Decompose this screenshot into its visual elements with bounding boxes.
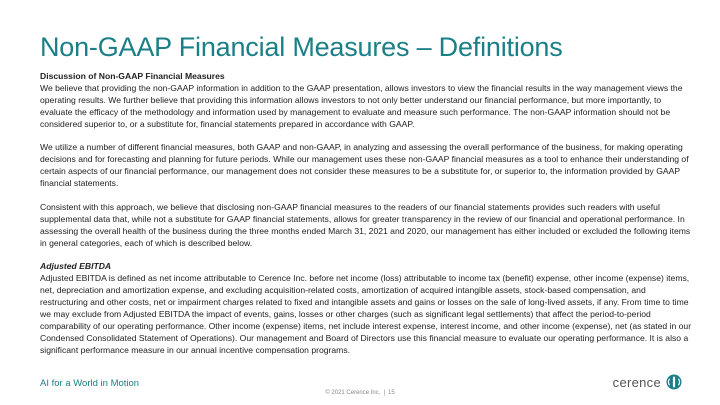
logo-wordmark: cerence [612, 374, 661, 390]
copyright-text: © 2021 Cerence Inc. [325, 390, 381, 396]
cerence-logo [613, 374, 682, 390]
adjusted-ebitda-block [40, 261, 692, 356]
discussion-block [40, 71, 692, 131]
page-title: Non-GAAP Financial Measures – Definitions [40, 32, 563, 62]
section-heading: Discussion of Non-GAAP Financial Measures [40, 71, 225, 81]
cerence-logo-mark-icon [666, 374, 682, 390]
footer-separator: | [383, 390, 385, 396]
slide-body [40, 71, 692, 357]
paragraph-4: Adjusted EBITDA is defined as net income attributable to Cerence Inc. before net income (loss) attributable to income tax (benefit) expense, other income (expense) items, net, depreciation and amortization expense, and excluding acquisition-related costs, amortization of acquired intangible assets, stock-based compensation, and restructuring and other costs, net or impairment charges related to fixed and intangible assets and gains or losses on the sale of long-lived assets, if any. From time to time we may exclude from Adjusted EBITDA the impact of events, gains, losses or other charges (such as significant legal settlements) that affect the period-to-period comparability of our operating performance. Other income (expense) items, net include interest expense, interest income, and other income (expense), net (as stated in our Condensed Consolidated Statement of Operations). Our management and Board of Directors use this financial measure to evaluate our operating performance. It is also a significant performance measure in our annual incentive compensation programs. [40, 273, 692, 355]
paragraph-1: We believe that providing the non-GAAP information in addition to the GAAP presentation, allows investors to view the financial results in the way management views the operating results. We further believe that providing this information allows investors to not only better understand our financial performance, but more importantly, to evaluate the efficacy of the methodology and information used by management to evaluate and measure such performance. The non-GAAP information should not be considered superior to, or a substitute for, financial statements prepared in accordance with GAAP. [40, 82, 683, 129]
paragraph-2: We utilize a number of different financial measures, both GAAP and non-GAAP, in analyzing and assessing the overall performance of the business, for making operating decisions and for forecasting and planning for future periods. While our management uses these non-GAAP financial measures as a tool to enhance their understanding of certain aspects of our financial performance, our management does not consider these measures to be a substitute for, or superior to, the information provided by GAAP financial statements. [40, 142, 689, 189]
page-number: 15 [388, 390, 395, 396]
subheading-adjusted-ebitda: Adjusted EBITDA [40, 261, 112, 272]
footer-tagline: AI for a World in Motion [40, 378, 140, 389]
paragraph-3: Consistent with this approach, we believe that disclosing non-GAAP financial measures to the readers of our financial statements provides such readers with useful supplemental data that, while not a substitute for GAAP financial statements, allows for greater transparency in the review of our financial and operational performance. In assessing the overall health of the business during the three months ended March 31, 2021 and 2020, our management has either included or excluded the following items in general categories, each of which is described below. [40, 201, 691, 248]
footer-copyright [0, 390, 720, 396]
